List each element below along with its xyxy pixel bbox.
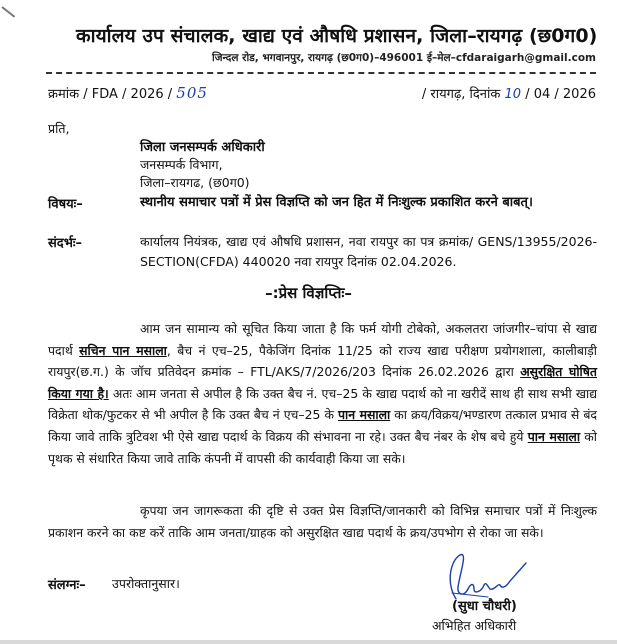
para1-text-5: को पृथक से संधारित किया जावे ताकि कंपनी में वापसी की कार्यवाही किया जा सके। [48,428,597,466]
recipient-department: जनसम्पर्क विभाग, [140,157,223,172]
place-date [380,84,596,102]
para1-text-1: आम जन सामान्य को सूचित किया जाता है कि फर्म योगी टोबेको, अकलतरा जांजगीर–चांपा से खाद्य पदार्थ [48,321,597,358]
enclosure-text: उपरोक्तानुसार। [112,576,180,591]
unsafe-declaration: असुरक्षित घोषित किया गया है। [48,364,597,401]
press-release-paragraph-2: कृपया जन जागरूकता की दृष्टि से उक्त प्रेस विज्ञप्ति/जानकारी को विभिन्न समाचार पत्रों में निःशुल्क प्रकाशन करने का कष्ट करें ताकि आम जनता/ग्राहक को असुरक्षित खाद्य पदार्थ के क्रय/उपभोग से रोका जा सके। [48,503,597,540]
press-release-paragraph-1 [48,318,597,469]
signatory-name: (सुधा चौधरी) [452,599,517,614]
handwritten-date-day: 10 [504,87,522,102]
page-bottom-edge [0,640,617,644]
para1-text-3: अतः आम जनता से अपील है कि उक्त बैच नं. एच–25 के खाद्य पदार्थ को ना खरीदें साथ ही साथ सभी खाद्य विक्रेता थोक/फुटकर से भी अपील है कि उक्त बैच नं एच–25 के [48,385,597,423]
to-label: प्रति, [48,121,70,136]
enclosure-label: संलग्नः– [48,578,86,593]
subject-label: विषयः– [48,197,83,212]
signatory-designation: अभिहित अधिकारी [432,618,517,633]
pan-masala-highlight-1: पान मसाला [338,407,391,423]
letter-number-prefix: क्रमांक / FDA / 2026 / [48,87,173,102]
reference-label: संदर्भः– [48,236,82,251]
para1-text-4: का क्रय/विक्रय/भण्डारण तत्काल प्रभाव से बंद किया जावे ताकि त्रुटिवश भी ऐसे खाद्य पदार्थ के विक्रय की संभावना ना रहे। उक्त बैच नंबर के शेष बचे हुये [48,407,598,444]
handwritten-letter-number: 505 [176,84,208,102]
para1-text-2: , बैच नं एच–25, पैकेजिंग दिनांक 11/25 को राज्य खाद्य परीक्षण प्रयोगशाला, कालीबाड़ी रायपुर(छ.ग.) के जॉच प्रतिवेदन क्रमांक – FTL/AKS/7/2026/203 दिनांक 26.02.2026 द्वारा [48,342,598,380]
office-title: कार्यालय उप संचालक, खाद्य एवं औषधि प्रशासन, जिला–रायगढ़ (छ0ग0) [76,25,598,47]
scan-corner-mark [1,6,15,17]
recipient-district: जिला–रायगढ, (छ0ग0) [140,175,250,190]
reference-text: कार्यालय नियंत्रक, खाद्य एवं औषधि प्रशासन, नवा रायपुर का पत्र क्रमांक/ GENS/13955/2026-SECTION(CFDA) 440020 नवा रायपुर दिनांक 02.04.2026. [140,234,597,269]
pan-masala-highlight-2: पान मसाला [527,428,581,444]
press-release-heading: –:प्रेस विज्ञप्तिः– [265,284,352,302]
office-address: जिन्दल रोड, भगवानपुर, रायगढ़ (छ0ग0)–496001 ई–मेल–cfdaraigarh@gmail.com [212,52,596,64]
header-divider [46,72,596,74]
date-suffix: / 04 / 2026 [525,87,596,102]
subject-text: स्थानीय समाचार पत्रों में प्रेस विज्ञप्ति को जन हित में निःशुल्क प्रकाशित करने बाबत्। [140,195,533,210]
product-name: सचिन पान मसाला [79,342,167,358]
letter-number [48,84,208,102]
recipient-title: जिला जनसम्पर्क अधिकारी [140,140,265,155]
place-date-prefix: / रायगढ़, दिनांक [421,87,501,102]
